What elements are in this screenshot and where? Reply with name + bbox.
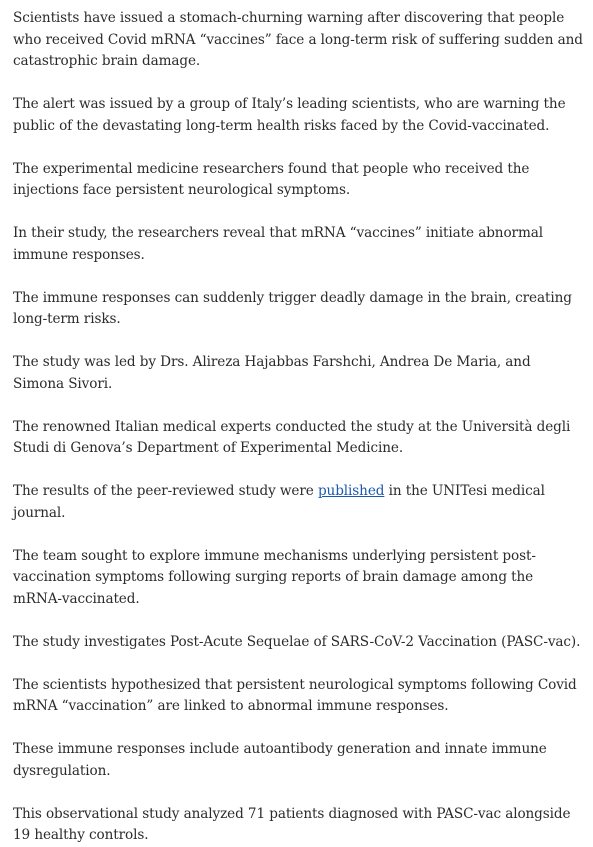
- paragraph-8: [13, 481, 583, 524]
- published-link[interactable]: published: [317, 483, 385, 499]
- paragraph-2: The alert was issued by a group of Italy’s leading scientists, who are warning the public of the devastating long-term health risks faced by the Covid-vaccinated.: [13, 96, 566, 134]
- paragraph-7: The renowned Italian medical experts conducted the study at the Università degli Studi di Genova’s Department of Experimental Medicine.: [13, 418, 571, 456]
- paragraph-8-text-after: in the UNITesi medical journal.: [13, 483, 545, 521]
- paragraph-11: The scientists hypothesized that persistent neurological symptoms following Covid mRNA “vaccination” are linked to abnormal immune responses.: [13, 676, 577, 714]
- paragraph-12: These immune responses include autoantibody generation and innate immune dysregulation.: [13, 741, 547, 779]
- paragraph-9: The team sought to explore immune mechanisms underlying persistent post-vaccination symptoms following surging reports of brain damage among the mRNA-vaccinated.: [13, 547, 536, 607]
- paragraph-3: The experimental medicine researchers found that people who received the injections face persistent neurological symptoms.: [13, 160, 530, 198]
- paragraph-1: Scientists have issued a stomach-churning warning after discovering that people who received Covid mRNA “vaccines” face a long-term risk of suffering sudden and catastrophic brain damage.: [13, 10, 583, 69]
- paragraph-5: The immune responses can suddenly trigger deadly damage in the brain, creating long-term risks.: [13, 289, 572, 327]
- paragraph-13: This observational study analyzed 71 patients diagnosed with PASC-vac alongside 19 healthy controls.: [13, 805, 571, 843]
- paragraph-6: The study was led by Drs. Alireza Hajabbas Farshchi, Andrea De Maria, and Simona Sivori.: [13, 354, 531, 392]
- paragraph-4: In their study, the researchers reveal that mRNA “vaccines” initiate abnormal immune responses.: [13, 225, 543, 263]
- paragraph-8-text-before: The results of the peer-reviewed study were: [13, 483, 318, 499]
- paragraph-10: The study investigates Post-Acute Sequelae of SARS-CoV-2 Vaccination (PASC-vac).: [13, 633, 581, 650]
